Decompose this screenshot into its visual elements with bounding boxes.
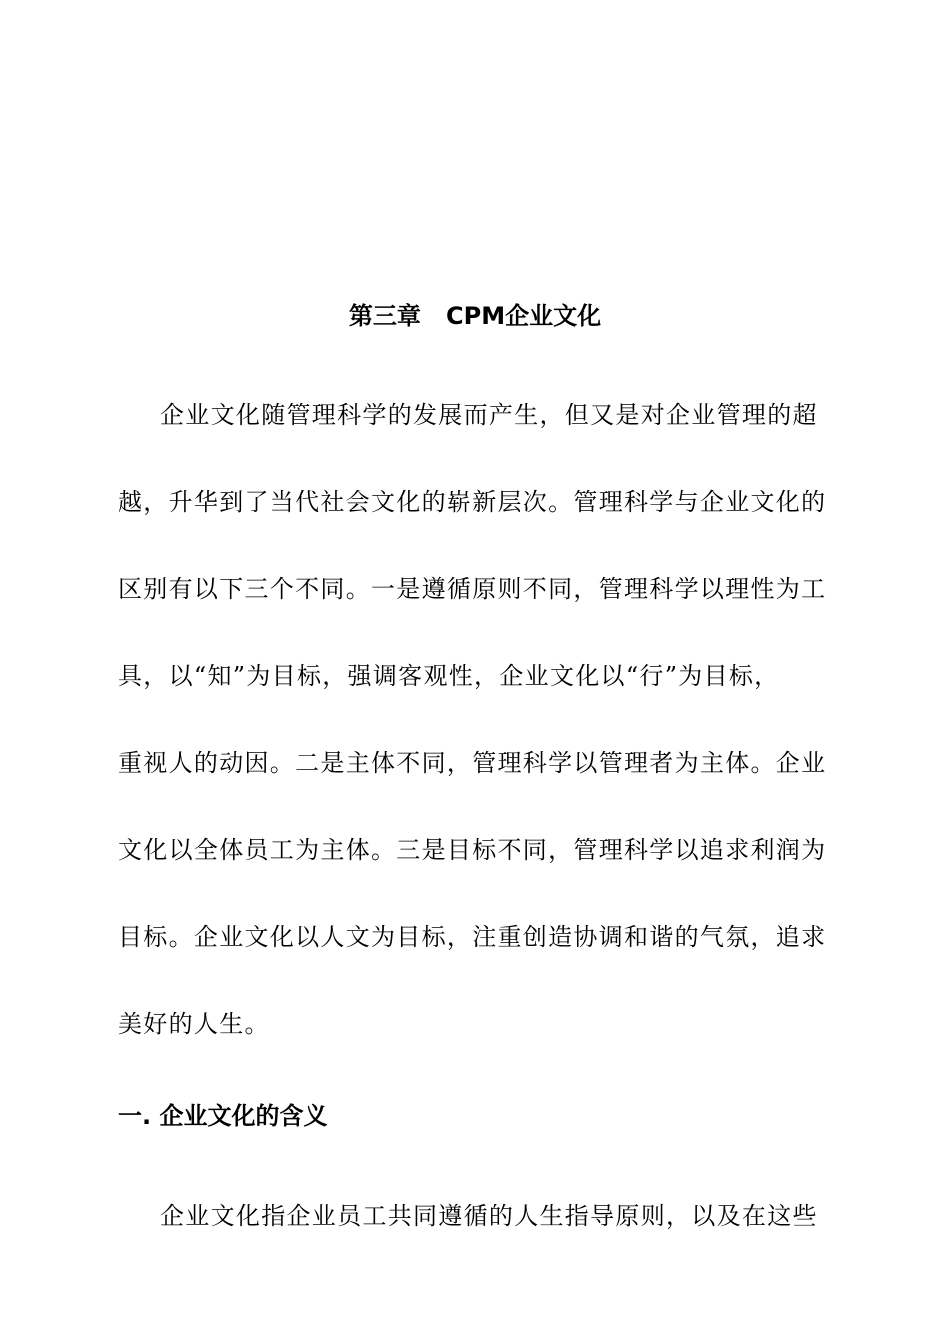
- paragraph-line: 企业文化随管理科学的发展而产生，但又是对企业管理的超: [160, 401, 818, 429]
- chapter-title: 第三章 CPM企业文化: [348, 302, 602, 330]
- paragraph-line: 美好的人生。: [118, 1010, 270, 1038]
- paragraph-line: 具，以“知”为目标，强调客观性，企业文化以“行”为目标，: [118, 662, 780, 690]
- paragraph-line: 越，升华到了当代社会文化的崭新层次。管理科学与企业文化的: [118, 488, 827, 516]
- paragraph-line: 区别有以下三个不同。一是遵循原则不同，管理科学以理性为工: [118, 575, 827, 603]
- paragraph-line: 企业文化指企业员工共同遵循的人生指导原则，以及在这些: [160, 1202, 818, 1230]
- paragraph-line: 文化以全体员工为主体。三是目标不同，管理科学以追求利润为: [118, 836, 827, 864]
- paragraph-line: 重视人的动因。二是主体不同，管理科学以管理者为主体。企业: [118, 749, 827, 777]
- section-heading: 一. 企业文化的含义: [118, 1102, 328, 1130]
- paragraph-line: 目标。企业文化以人文为目标，注重创造协调和谐的气氛，追求: [118, 923, 827, 951]
